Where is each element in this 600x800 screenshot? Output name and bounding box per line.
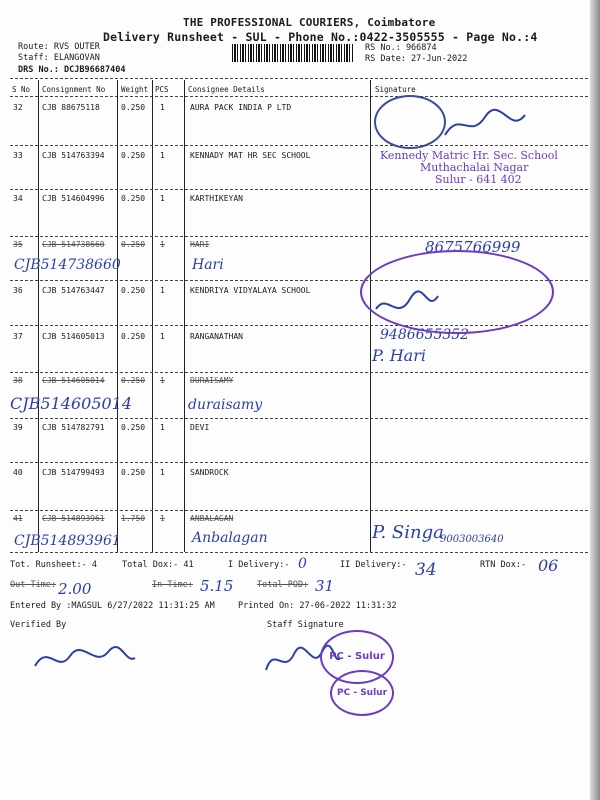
- hw-r37-phone: 9486655352: [380, 327, 470, 343]
- row-consignment: CJB 514799493: [42, 468, 105, 477]
- hw-r35-name: Hari: [192, 257, 224, 273]
- hw-r41-signature: P. Singa: [372, 522, 444, 543]
- col-weight: Weight: [121, 85, 149, 94]
- row-pcs: 1: [160, 194, 165, 203]
- row-consignment: CJB 514738660: [42, 240, 105, 249]
- hw-r35-phone: 8675766999: [425, 238, 521, 256]
- total-pod-label: Total POD:: [257, 580, 309, 590]
- row-sno: 41: [13, 514, 23, 523]
- row-pcs: 1: [160, 240, 165, 249]
- row-weight: 0.250: [121, 103, 146, 112]
- in-time-label: In Time:: [152, 580, 193, 590]
- row-consignment: CJB 514782791: [42, 423, 105, 432]
- col-sno: S No: [12, 85, 31, 94]
- row-consignee: RANGANATHAN: [190, 332, 243, 341]
- barcode: [232, 44, 354, 62]
- school-stamp: [380, 150, 558, 186]
- row-pcs: 1: [160, 376, 165, 385]
- col-consignment: Consignment No: [42, 85, 106, 94]
- aura-pack-stamp: [374, 95, 446, 149]
- row-pcs: 1: [160, 423, 165, 432]
- company-title: THE PROFESSIONAL COURIERS, Coimbatore: [183, 16, 436, 29]
- row-weight: 1.750: [121, 514, 146, 523]
- col-consignee: Consignee Details: [188, 85, 265, 94]
- total-pod-value: 31: [315, 577, 335, 595]
- route-label: Route: RVS OUTER: [18, 42, 100, 52]
- tot-runsheet: Tot. Runsheet:- 4: [10, 560, 97, 570]
- staff-signature-label: Staff Signature: [267, 620, 344, 630]
- row-consignee: DEVI: [190, 423, 210, 432]
- row-consignment: CJB 88675118: [42, 103, 100, 112]
- row-pcs: 1: [160, 103, 165, 112]
- ii-delivery-value: 34: [415, 560, 437, 580]
- verified-signature: [30, 638, 140, 678]
- i-delivery-label: I Delivery:-: [228, 560, 290, 570]
- row-weight: 0.250: [121, 240, 146, 249]
- hw-r38-name: duraisamy: [188, 397, 263, 413]
- hw-r41-consignment: CJB514893961: [14, 533, 121, 549]
- col-signature: Signature: [375, 85, 416, 94]
- i-delivery-value: 0: [298, 556, 307, 572]
- school-stamp-line1: Kennedy Matric Hr. Sec. School: [380, 149, 558, 162]
- row-sno: 36: [13, 286, 23, 295]
- row-consignment: CJB 514763394: [42, 151, 105, 160]
- pc-sulur-stamp-2: PC - Sulur: [330, 670, 394, 716]
- row-sno: 38: [13, 376, 23, 385]
- row-consignee: KARTHIKEYAN: [190, 194, 243, 203]
- printed-on: Printed On: 27-06-2022 11:31:32: [238, 601, 397, 611]
- row-pcs: 1: [160, 332, 165, 341]
- rtn-dox-value: 06: [538, 556, 559, 575]
- row-consignee: KENNADY MAT HR SEC SCHOOL: [190, 151, 311, 160]
- runsheet-title: Delivery Runsheet - SUL - Phone No.:0422-3505555 - Page No.:4: [103, 30, 538, 44]
- out-time-value: 2.00: [58, 580, 92, 598]
- rs-number: RS No.: 966874: [365, 43, 437, 53]
- hw-r37-signature: P. Hari: [372, 346, 426, 365]
- row-consignee: AURA PACK INDIA P LTD: [190, 103, 292, 112]
- row-weight: 0.250: [121, 286, 146, 295]
- row-weight: 0.250: [121, 423, 146, 432]
- row-consignment: CJB 514605013: [42, 332, 105, 341]
- col-pcs: PCS: [155, 85, 169, 94]
- row-consignment: CJB 514893961: [42, 514, 105, 523]
- row-sno: 37: [13, 332, 23, 341]
- page-edge-shadow: [590, 0, 600, 800]
- school-stamp-line2: Muthachalai Nagar: [420, 161, 529, 174]
- row-weight: 0.250: [121, 376, 146, 385]
- rs-date: RS Date: 27-Jun-2022: [365, 54, 468, 64]
- row-consignee: HARI: [190, 240, 210, 249]
- out-time-label: Out Time:: [10, 580, 57, 590]
- school-stamp-line3: Sulur - 641 402: [435, 173, 522, 186]
- row-consignee: ANBALAGAN: [190, 514, 234, 523]
- row-weight: 0.250: [121, 332, 146, 341]
- row-consignee: DURAISAMY: [190, 376, 234, 385]
- row-sno: 32: [13, 103, 23, 112]
- kendriya-vidyalaya-stamp: [360, 250, 554, 334]
- row-consignee: KENDRIYA VIDYALAYA SCHOOL: [190, 286, 311, 295]
- row-consignment: CJB 514605014: [42, 376, 105, 385]
- row-weight: 0.250: [121, 468, 146, 477]
- row-sno: 39: [13, 423, 23, 432]
- row-consignee: SANDROCK: [190, 468, 229, 477]
- row-consignment: CJB 514763447: [42, 286, 105, 295]
- pc-sulur-stamp-1: PC - Sulur: [320, 630, 394, 684]
- signature-scribble-32: [440, 105, 530, 145]
- hw-r41-name: Anbalagan: [192, 530, 268, 546]
- row-pcs: 1: [160, 514, 165, 523]
- row-sno: 35: [13, 240, 23, 249]
- row-pcs: 1: [160, 151, 165, 160]
- hw-r38-consignment: CJB514605014: [10, 394, 133, 413]
- verified-by-label: Verified By: [10, 620, 67, 630]
- hw-r41-phone: 9003003640: [440, 534, 504, 545]
- row-weight: 0.250: [121, 194, 146, 203]
- ii-delivery-label: II Delivery:-: [340, 560, 407, 570]
- row-weight: 0.250: [121, 151, 146, 160]
- row-sno: 40: [13, 468, 23, 477]
- row-consignment: CJB 514604996: [42, 194, 105, 203]
- hw-r35-consignment: CJB514738660: [14, 257, 121, 273]
- entered-by: Entered By :MAGSUL 6/27/2022 11:31:25 AM: [10, 601, 215, 611]
- row-sno: 34: [13, 194, 23, 203]
- drs-number: DRS No.: DCJB96687404: [18, 65, 126, 75]
- row-pcs: 1: [160, 468, 165, 477]
- staff-label: Staff: ELANGOVAN: [18, 53, 100, 63]
- in-time-value: 5.15: [200, 577, 234, 595]
- total-dox: Total Dox:- 41: [122, 560, 194, 570]
- rtn-dox-label: RTN Dox:-: [480, 560, 527, 570]
- row-pcs: 1: [160, 286, 165, 295]
- row-sno: 33: [13, 151, 23, 160]
